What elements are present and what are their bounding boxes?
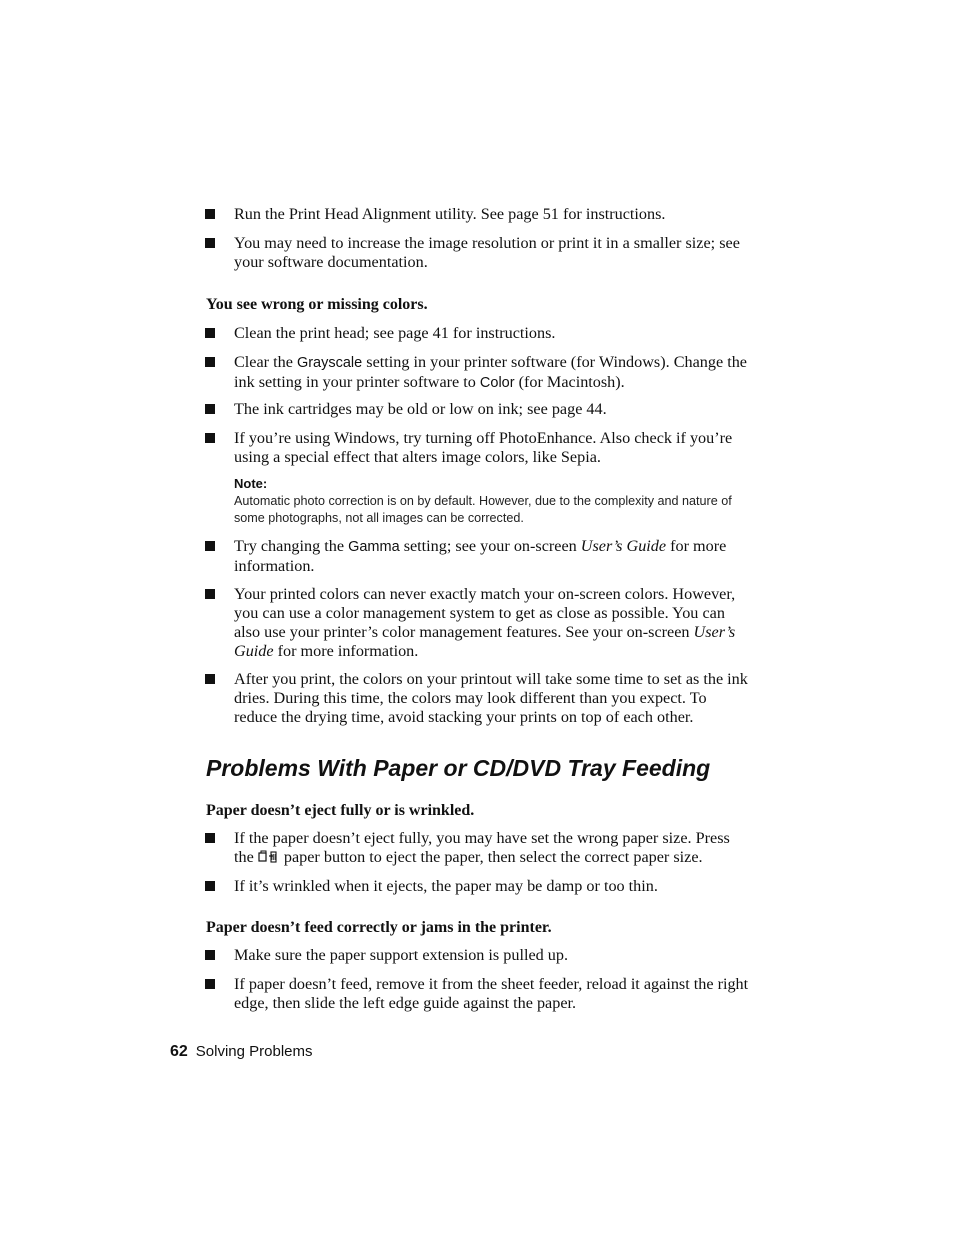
bullet-square-icon [205, 429, 217, 448]
text-run: setting in your printer software (for Windows). Change the ink setting in your printer software to [234, 353, 747, 391]
list-item-text: If you’re using Windows, try turning off PhotoEnhance. Also check if you’re using a special effect that alters image colors, like Sepia. [234, 429, 733, 466]
list-item-text: Run the Print Head Alignment utility. See page 51 for instructions. [234, 205, 666, 223]
text-run: (for Macintosh). [514, 373, 625, 391]
ui-term-grayscale: Grayscale [296, 355, 363, 371]
bullet-square-icon [205, 400, 217, 419]
page-number: 62 [170, 1043, 188, 1060]
bullet-square-icon [205, 537, 217, 556]
subheading-eject: Paper doesn’t eject fully or is wrinkled. [206, 802, 475, 819]
page-footer [170, 1043, 313, 1061]
section-title: Problems With Paper or CD/DVD Tray Feeding [206, 755, 711, 781]
bullet-square-icon [205, 234, 217, 253]
bullet-square-icon [205, 829, 217, 848]
bullet-square-icon [205, 877, 217, 896]
note-body: Automatic photo correction is on by default. However, due to the complexity and nature of some photographs, not all images can be corrected. [234, 494, 732, 525]
guide-reference: User’s Guide [234, 623, 736, 660]
list-item-text: If it’s wrinkled when it ejects, the paper may be damp or too thin. [234, 877, 658, 895]
list-item-text [234, 353, 750, 393]
bullet-square-icon [205, 324, 217, 343]
subheading-feed: Paper doesn’t feed correctly or jams in the printer. [206, 919, 552, 936]
footer-section-name: Solving Problems [195, 1043, 313, 1060]
note-title: Note: [234, 476, 268, 491]
list-item-text [234, 829, 750, 867]
bullet-square-icon [205, 670, 217, 689]
list-item-text: The ink cartridges may be old or low on ink; see page 44. [234, 400, 607, 418]
list-item-text: Make sure the paper support extension is pulled up. [234, 946, 569, 964]
bullet-square-icon [205, 975, 217, 994]
bullet-square-icon [205, 585, 217, 604]
bullet-square-icon [205, 946, 217, 965]
list-item-text: You may need to increase the image resolution or print it in a smaller size; see your software documentation. [234, 234, 740, 271]
ui-term-color: Color [479, 375, 515, 391]
text-run: Try changing the [234, 537, 349, 555]
list-item-text [234, 537, 750, 576]
subheading-wrong-colors: You see wrong or missing colors. [206, 296, 428, 313]
bullet-square-icon [205, 353, 217, 372]
text-run: Clear the [234, 353, 297, 371]
text-run: If the paper doesn’t eject fully, you may have set the wrong paper size. Press the [234, 829, 730, 866]
list-item-text [234, 585, 750, 661]
paper-button-icon [258, 850, 278, 863]
bullet-square-icon [205, 205, 217, 224]
text-run: for more information. [234, 537, 727, 575]
list-item-text: Clean the print head; see page 41 for instructions. [234, 324, 556, 342]
text-run: Your printed colors can never exactly match your on-screen colors. However, you can use a color management system to get as close as possible. You can also use your printer’s color management features. See your on-screen [234, 585, 736, 641]
list-item-text: After you print, the colors on your printout will take some time to set as the ink dries. During this time, the colors may look different than you expect. To reduce the drying time, avoid stacking your prints on top of each other. [234, 670, 748, 726]
text-run: paper button to eject the paper, then select the correct paper size. [279, 848, 703, 866]
list-item-text: If paper doesn’t feed, remove it from the sheet feeder, reload it against the right edge, then slide the left edge guide against the paper. [234, 975, 749, 1012]
guide-reference: User’s Guide [580, 537, 667, 555]
ui-term-gamma: Gamma [348, 539, 400, 555]
text-run: setting; see your on-screen [399, 537, 581, 555]
text-run: for more information. [273, 642, 419, 660]
